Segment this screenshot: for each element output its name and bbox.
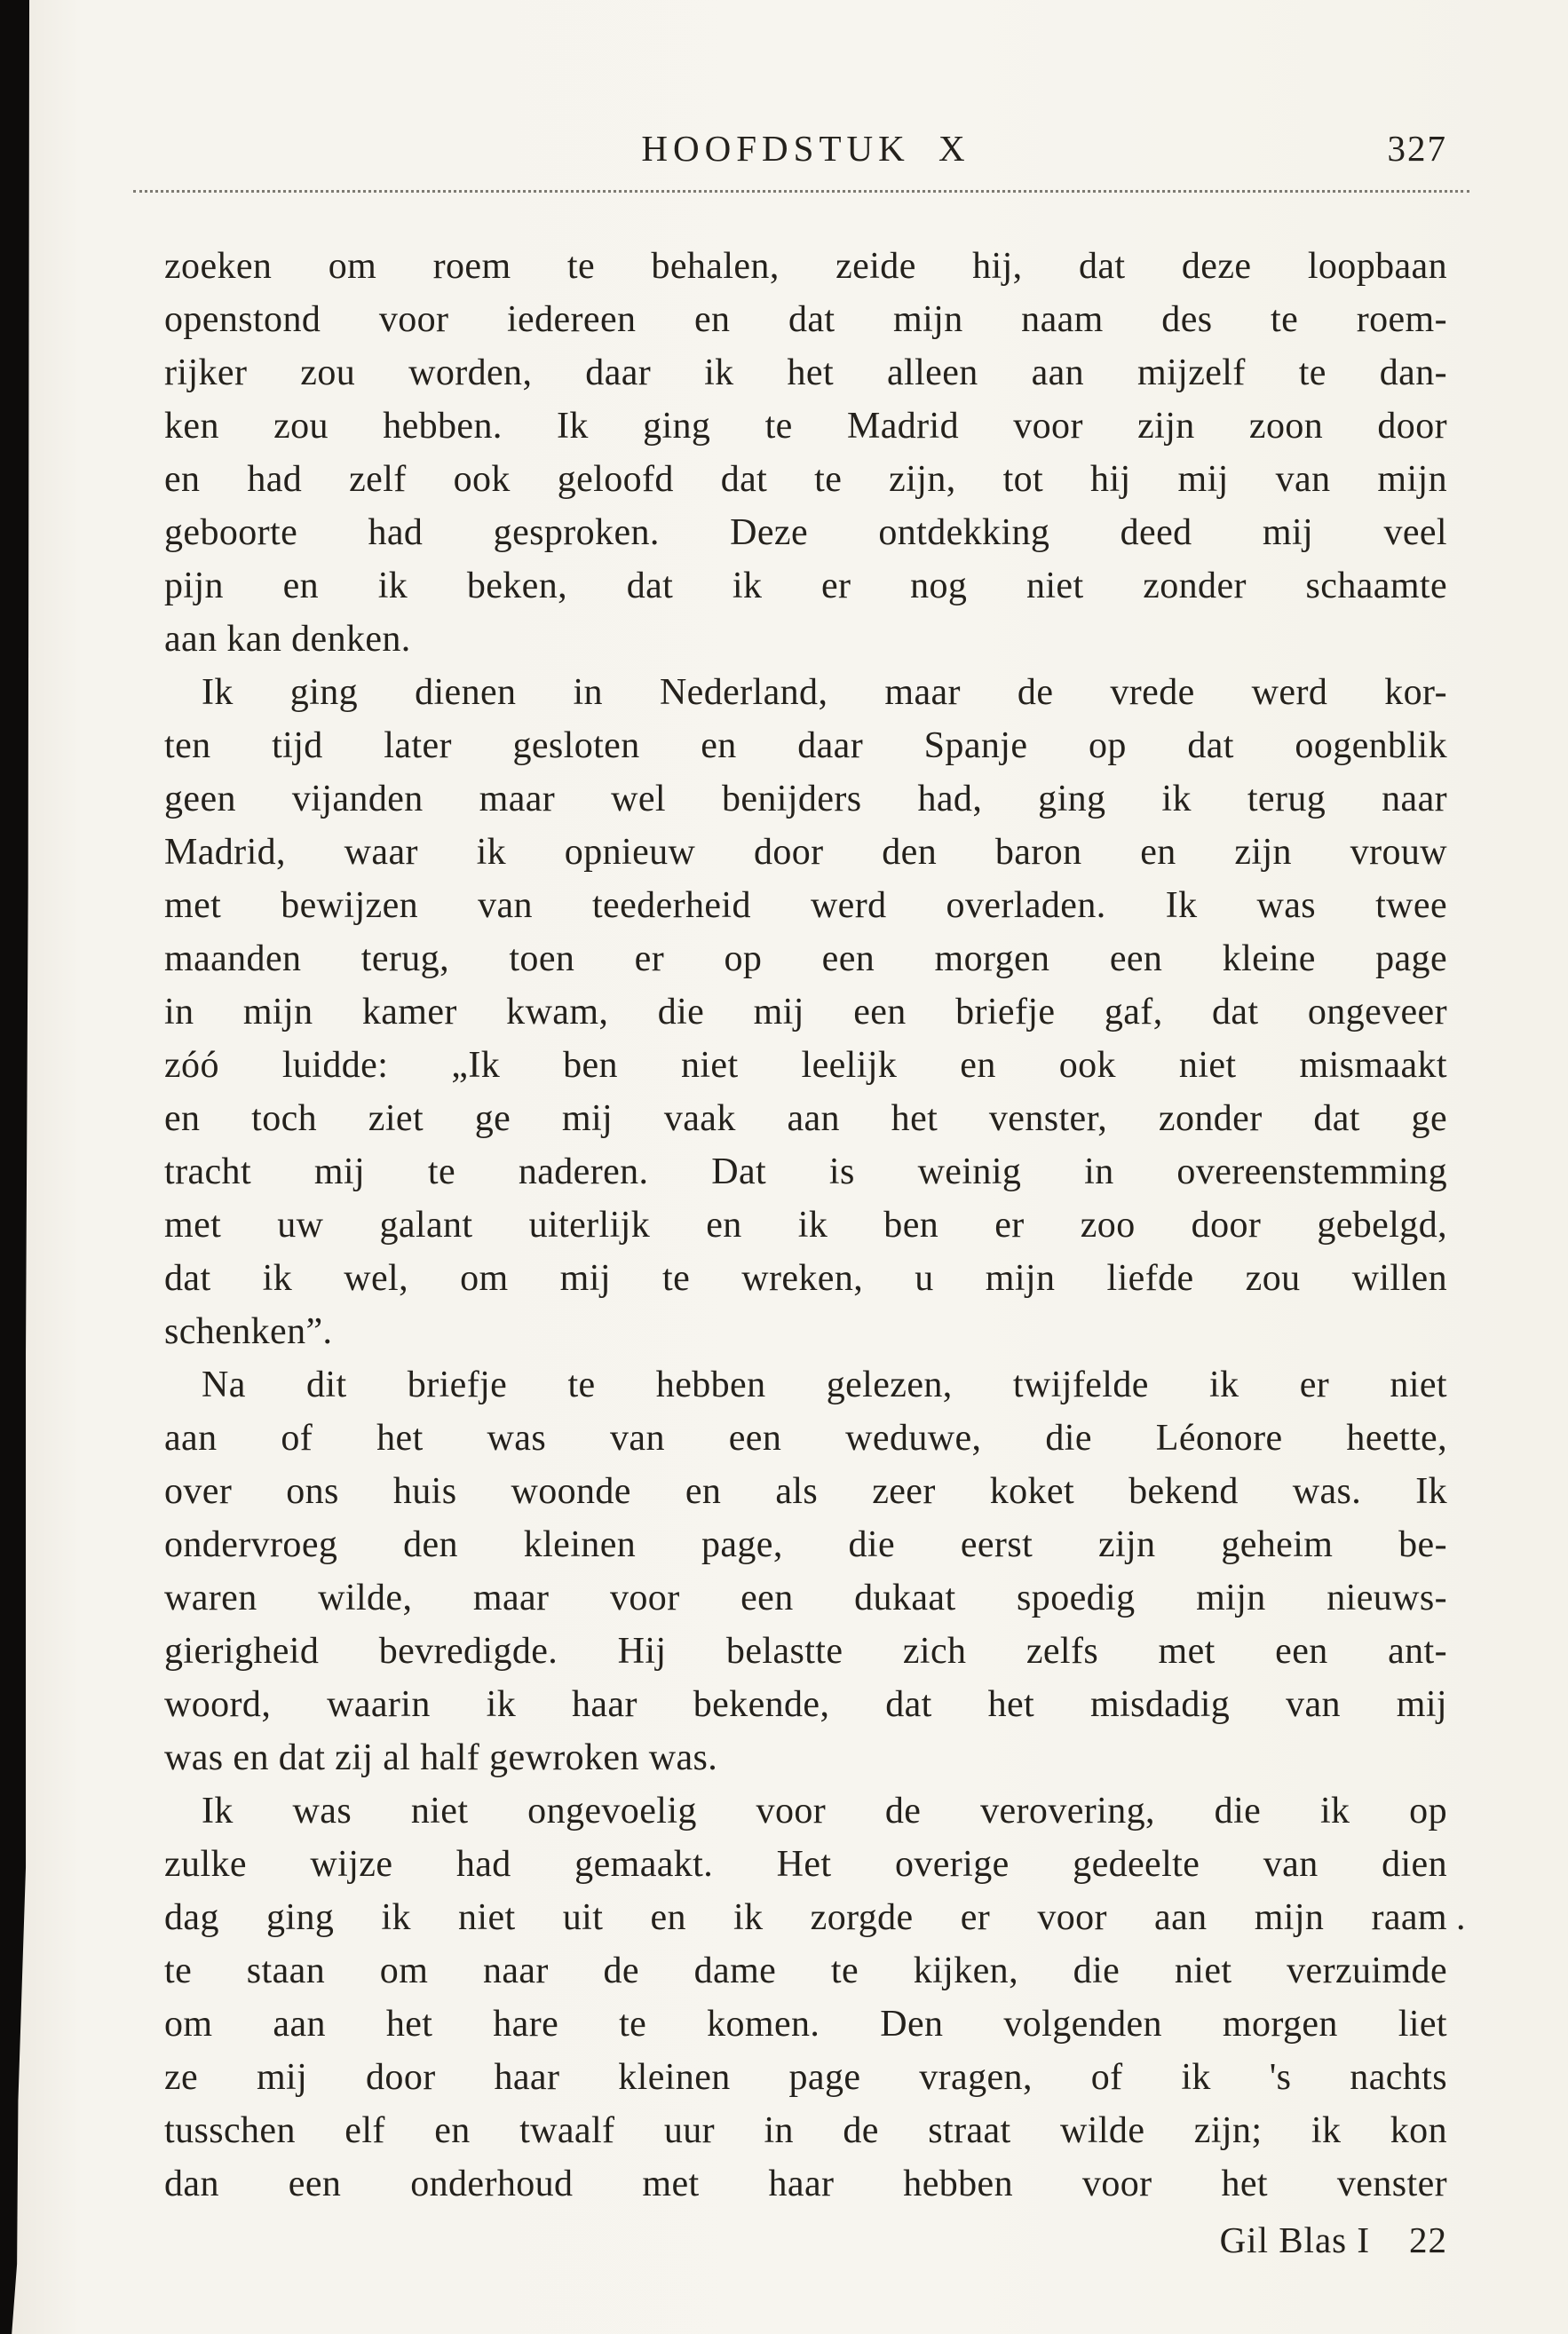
dotted-rule xyxy=(133,190,1469,193)
text-line: en had zelf ook geloofd dat te zijn, tot hij mij van mijn xyxy=(164,459,1447,500)
text-line: maanden terug, toen er op een morgen een kleine page xyxy=(164,938,1447,979)
text-line: geboorte had gesproken. Deze ontdekking deed mij veel xyxy=(164,512,1447,553)
text-line: dat ik wel, om mij te wreken, u mijn liefde zou willen xyxy=(164,1258,1447,1299)
paragraph xyxy=(164,1358,1447,1784)
text-line: ten tijd later gesloten en daar Spanje op dat oogenblik xyxy=(164,725,1447,766)
footer-signature-number: 22 xyxy=(1409,2219,1447,2260)
text-line: aan of het was van een weduwe, die Léonore heette, xyxy=(164,1418,1447,1459)
text-line: in mijn kamer kwam, die mij een briefje gaf, dat ongeveer xyxy=(164,992,1447,1032)
page-footer xyxy=(164,2217,1447,2263)
text-line: zulke wijze had gemaakt. Het overige gedeelte van dien xyxy=(164,1844,1447,1885)
chapter-heading: HOOFDSTUK X xyxy=(641,128,970,169)
text-line: om aan het hare te komen. Den volgenden morgen liet xyxy=(164,2004,1447,2045)
text-line: tusschen elf en twaalf uur in de straat wilde zijn; ik kon xyxy=(164,2110,1447,2151)
paragraph xyxy=(164,240,1447,666)
text-line: en toch ziet ge mij vaak aan het venster, zonder dat ge xyxy=(164,1098,1447,1139)
text-line: schenken”. xyxy=(164,1311,333,1352)
text-line: Ik ging dienen in Nederland, maar de vrede werd kor- xyxy=(202,672,1447,713)
text-line: Na dit briefje te hebben gelezen, twijfelde ik er niet xyxy=(202,1365,1447,1405)
page-header xyxy=(164,125,1447,171)
text-line: ondervroeg den kleinen page, die eerst zijn geheim be- xyxy=(164,1524,1447,1565)
text-line: dag ging ik niet uit en ik zorgde er voor aan mijn raam xyxy=(164,1897,1447,1938)
scan-gutter-shadow xyxy=(0,0,29,2334)
paragraph xyxy=(164,666,1447,1358)
text-line: over ons huis woonde en als zeer koket bekend was. Ik xyxy=(164,1471,1447,1512)
text-line: ken zou hebben. Ik ging te Madrid voor zijn zoon door xyxy=(164,406,1447,447)
footer-book-title: Gil Blas I xyxy=(1219,2219,1370,2260)
text-line: te staan om naar de dame te kijken, die niet verzuimde xyxy=(164,1950,1447,1991)
body-text xyxy=(164,240,1447,2211)
text-line: zoeken om roem te behalen, zeide hij, dat deze loopbaan xyxy=(164,246,1447,287)
text-line: zóó luidde: „Ik ben niet leelijk en ook niet mismaakt xyxy=(164,1045,1447,1086)
text-line: was en dat zij al half gewroken was. xyxy=(164,1737,718,1778)
text-line: dan een onderhoud met haar hebben voor het venster xyxy=(164,2164,1447,2204)
text-line: met bewijzen van teederheid werd overladen. Ik was twee xyxy=(164,885,1447,926)
text-line: tracht mij te naderen. Dat is weinig in overeenstemming xyxy=(164,1151,1447,1192)
text-line: rijker zou worden, daar ik het alleen aan mijzelf te dan- xyxy=(164,352,1447,393)
text-line: Madrid, waar ik opnieuw door den baron en zijn vrouw xyxy=(164,832,1447,873)
text-line: openstond voor iedereen en dat mijn naam des te roem- xyxy=(164,299,1447,340)
text-line: geen vijanden maar wel benijders had, ging ik terug naar xyxy=(164,779,1447,819)
text-line: gierigheid bevredigde. Hij belastte zich zelfs met een ant- xyxy=(164,1631,1447,1672)
text-line: met uw galant uiterlijk en ik ben er zoo door gebelgd, xyxy=(164,1205,1447,1246)
text-line: aan kan denken. xyxy=(164,619,411,660)
paragraph xyxy=(164,1784,1447,2211)
text-line: ze mij door haar kleinen page vragen, of ik 's nachts xyxy=(164,2057,1447,2098)
text-line: Ik was niet ongevoelig voor de verovering, die ik op xyxy=(202,1791,1447,1832)
text-line: pijn en ik beken, dat ik er nog niet zonder schaamte xyxy=(164,566,1447,606)
stray-ink-dot: . xyxy=(1456,1897,1466,1938)
text-line: waren wilde, maar voor een dukaat spoedig mijn nieuws- xyxy=(164,1578,1447,1618)
text-line: woord, waarin ik haar bekende, dat het misdadig van mij xyxy=(164,1684,1447,1725)
page-number: 327 xyxy=(1387,128,1447,169)
